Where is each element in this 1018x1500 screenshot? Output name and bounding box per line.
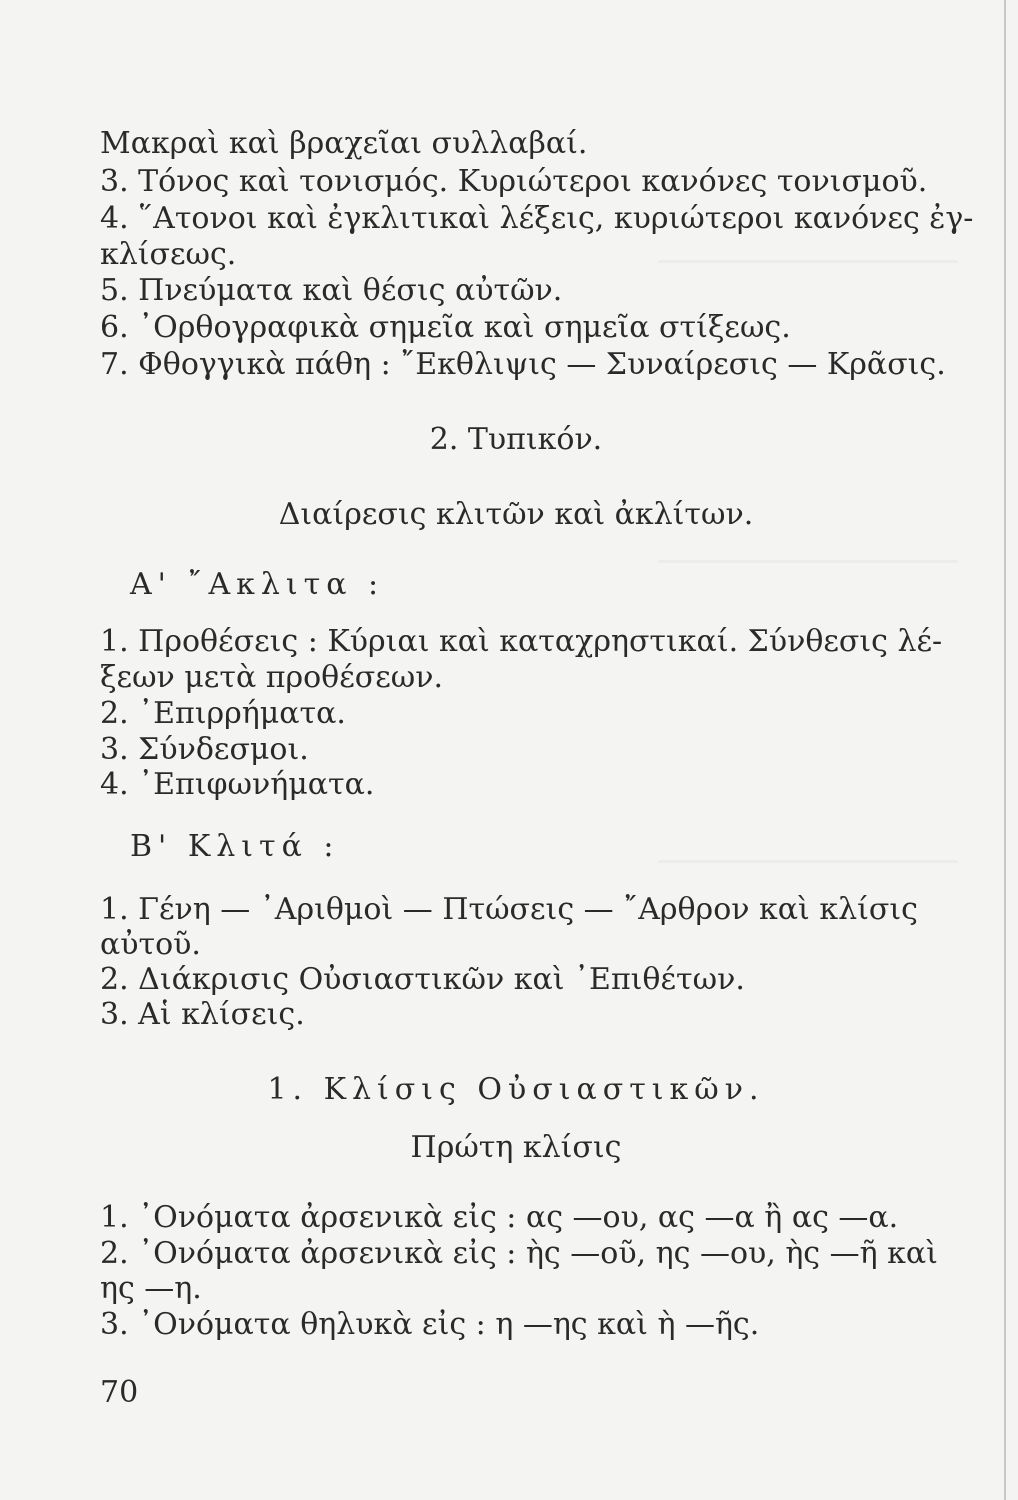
text-line: 3. Αἱ κλίσεις. bbox=[100, 997, 305, 1032]
text-line: ξεων μετὰ προθέσεων. bbox=[100, 660, 444, 695]
text-line: 2. ᾿Ονόματα ἀρσενικὰ εἰς : ὴς —οῦ, ης —ου, ὴς —ῆ καὶ bbox=[100, 1236, 938, 1271]
text-line: 1. ᾿Ονόματα ἀρσενικὰ εἰς : ας —ου, ας —α ἢ ας —α. bbox=[100, 1200, 899, 1235]
page-number: 70 bbox=[100, 1375, 139, 1410]
page-edge bbox=[1004, 0, 1006, 1500]
text-line: 5. Πνεύματα καὶ θέσις αὐτῶν. bbox=[100, 273, 563, 308]
bleed-through-shadow bbox=[658, 560, 958, 563]
text-line: 1. Γένη — ᾿Αριθμοὶ — Πτώσεις — ῎Αρθρον καὶ κλίσις bbox=[100, 892, 918, 927]
text-line: 6. ᾿Ορθογραφικὰ σημεῖα καὶ σημεῖα στίξεως. bbox=[100, 310, 791, 345]
text-line: 7. Φθογγικὰ πάθη : ῎Εκθλιψις — Συναίρεσις — Κρᾶσις. bbox=[100, 347, 946, 382]
text-line: 3. ᾿Ονόματα θηλυκὰ εἰς : η —ης καὶ ὴ —ῆς. bbox=[100, 1307, 760, 1342]
section-heading: 2. Τυπικόν. bbox=[429, 422, 603, 457]
chapter-heading: 1. Κλίσις Οὐσιαστικῶν. bbox=[267, 1072, 765, 1107]
chapter-subheading: Πρώτη κλίσις bbox=[410, 1130, 622, 1165]
text-line: κλίσεως. bbox=[100, 237, 237, 272]
text-line: 2. ᾿Επιρρήματα. bbox=[100, 696, 346, 731]
text-line: Μακραὶ καὶ βραχεῖαι συλλαβαί. bbox=[100, 126, 588, 161]
text-line: 4. ῞Ατονοι καὶ ἐγκλιτικαὶ λέξεις, κυριώτεροι κανόνες ἐγ- bbox=[100, 201, 974, 236]
group-heading: Α' ῎Ακλιτα : bbox=[130, 567, 385, 602]
section-subheading: Διαίρεσις κλιτῶν καὶ ἀκλίτων. bbox=[278, 497, 754, 532]
group-heading: Β' Κλιτά : bbox=[130, 829, 340, 864]
text-line: 1. Προθέσεις : Κύριαι καὶ καταχρηστικαί. Σύνθεσις λέ- bbox=[100, 624, 943, 659]
text-line: ης —η. bbox=[100, 1271, 202, 1306]
text-line: 4. ᾿Επιφωνήματα. bbox=[100, 767, 375, 802]
text-line: 3. Τόνος καὶ τονισμός. Κυριώτεροι κανόνες τονισμοῦ. bbox=[100, 164, 928, 199]
text-line: 3. Σύνδεσμοι. bbox=[100, 732, 309, 767]
text-line: αὐτοῦ. bbox=[100, 927, 201, 962]
text-line: 2. Διάκρισις Οὐσιαστικῶν καὶ ᾿Επιθέτων. bbox=[100, 962, 745, 997]
